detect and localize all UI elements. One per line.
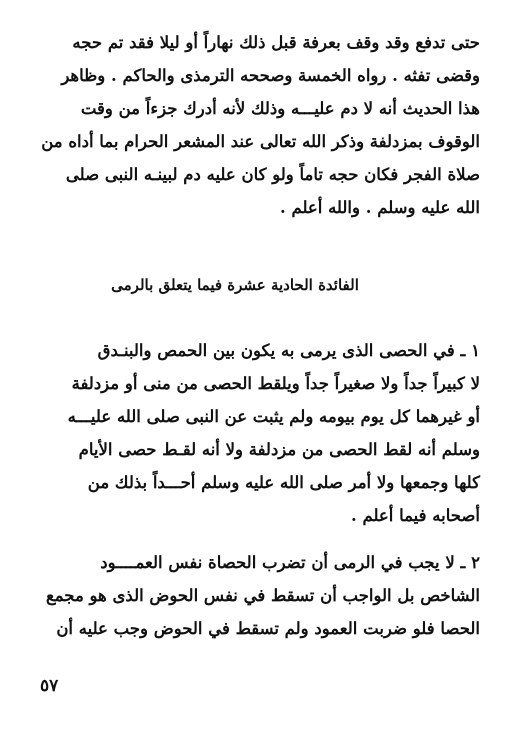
paragraph-continuation bbox=[40, 26, 480, 224]
paragraph-item-2 bbox=[40, 546, 480, 645]
text-line: أصحابه فيما أعلم . bbox=[351, 506, 480, 525]
paragraph-item-1 bbox=[40, 334, 480, 532]
text-line: ٢ ـ لا يجب في الرمى أن تضرب الحصاة نفس العمــــود bbox=[100, 553, 480, 572]
text-line: كلها وجمعها ولا أمر صلى الله عليه وسلم أحـــداً بذلك من bbox=[87, 473, 480, 492]
text-line: هذا الحديث أنه لا دم عليـــه وذلك لأنه أدرك جزءاً من وقت bbox=[80, 99, 480, 118]
section-heading: الفائدة الحادية عشرة فيما يتعلق بالرمى bbox=[111, 276, 359, 294]
page-number: ٥٧ bbox=[40, 676, 59, 696]
text-line: لا كبيراً جداً ولا صغيراً جداً ويلقط الحصى من منى أو مزدلفة bbox=[71, 374, 480, 393]
text-line: وقضى تفثه . رواه الخمسة وصححه الترمذى والحاكم . وظاهر bbox=[61, 66, 480, 85]
text-line: الحصا فلو ضربت العمود ولم تسقط في الحوض وجب عليه أن bbox=[56, 619, 480, 638]
text-line: وسلم أنه لقط الحصى من مزدلفة ولا أنه لقـط حصى الأيام bbox=[78, 440, 480, 459]
text-line: ١ ـ في الحصى الذى يرمى به يكون بين الحمص والبنـدق bbox=[97, 341, 480, 360]
text-line: أو غيرهما كل يوم بيومه ولم يثبت عن النبى صلى الله عليـــه bbox=[67, 407, 480, 426]
text-line: الله عليه وسلم . والله أعلم . bbox=[279, 198, 480, 217]
text-line: حتى تدفع وقد وقف بعرفة قبل ذلك نهاراً أو ليلا فقد تم حجه bbox=[72, 33, 480, 52]
text-line: صلاة الفجر فكان حجه تاماً ولو كان عليه دم لبينـه النبى صلى bbox=[65, 165, 480, 184]
text-line: الوقوف بمزدلفة وذكر الله تعالى عند المشعر الحرام بما أداه من bbox=[41, 132, 480, 151]
text-line: الشاخص بل الواجب أن تسقط في نفس الحوض الذى هو مجمع bbox=[45, 586, 480, 605]
